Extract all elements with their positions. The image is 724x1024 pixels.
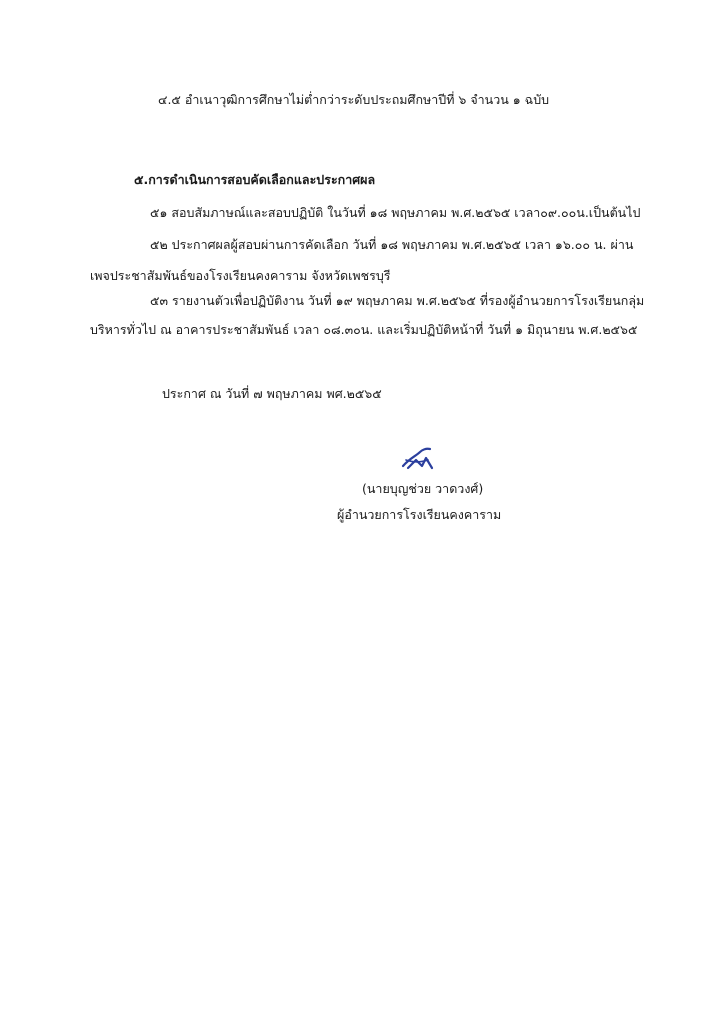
signature-icon: [400, 446, 434, 472]
item-5-3-line2: บริหารทั่วไป ณ อาคารประชาสัมพันธ์ เวลา ๐๘.๓๐น. และเริ่มปฏิบัติหน้าที่ วันที่ ๑ มิถุนายน พ.ศ.๒๕๖๕: [90, 322, 638, 337]
signatory-position: ผู้อำนวยการโรงเรียนคงคาราม: [337, 507, 502, 522]
announcement-date: ประกาศ ณ วันที่ ๗ พฤษภาคม พศ.๒๕๖๕: [162, 386, 382, 401]
item-5-1: ๕๑ สอบสัมภาษณ์และสอบปฏิบัติ ในวันที่ ๑๘ พฤษภาคม พ.ศ.๒๕๖๕ เวลา๐๙.๐๐น.เป็นต้นไป: [150, 205, 641, 220]
item-5-2-line1: ๕๒ ประกาศผลผู้สอบผ่านการคัดเลือก วันที่ ๑๘ พฤษภาคม พ.ศ.๒๕๖๕ เวลา ๑๖.๐๐ น. ผ่าน: [150, 237, 634, 252]
section-5-heading: ๕.การดำเนินการสอบคัดเลือกและประกาศผล: [134, 172, 376, 187]
item-5-2-line2: เพจประชาสัมพันธ์ของโรงเรียนคงคาราม จังหวัดเพชรบุรี: [90, 268, 391, 283]
signatory-name: (นายบุญช่วย วาดวงศ์): [362, 481, 484, 496]
item-5-3-line1: ๕๓ รายงานตัวเพื่อปฏิบัติงาน วันที่ ๑๙ พฤษภาคม พ.ศ.๒๕๖๕ ที่รองผู้อำนวยการโรงเรียนกลุ่ม: [150, 293, 645, 308]
item-4-5: ๔.๕ อำเนาวุฒิการศึกษาไม่ต่ำกว่าระดับประถมศึกษาปีที่ ๖ จำนวน ๑ ฉบับ: [158, 92, 550, 107]
